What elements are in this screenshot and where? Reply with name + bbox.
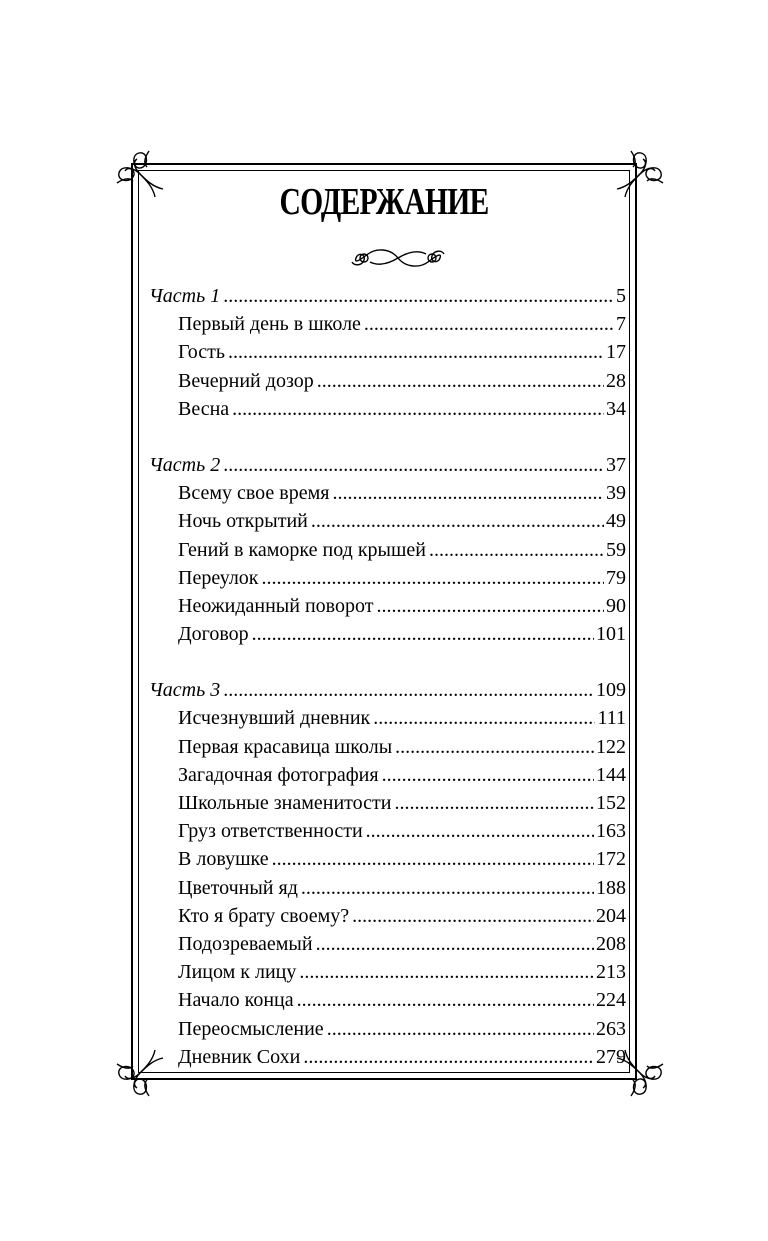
page-number: 188 (596, 876, 626, 899)
page-number: 152 (596, 792, 626, 814)
chapter-title: Ночь открытий (178, 510, 308, 533)
toc-chapter-entry[interactable] (149, 507, 626, 535)
toc-chapter-entry[interactable] (149, 733, 626, 761)
toc-chapter-entry[interactable] (149, 395, 626, 423)
chapter-title: Договор (178, 623, 249, 646)
page-number: 28 (606, 369, 626, 392)
dot-leader (316, 930, 594, 958)
page-number: 59 (606, 538, 626, 561)
dot-leader (223, 676, 594, 704)
chapter-title: Загадочная фотография (178, 763, 379, 786)
dot-leader (303, 1043, 594, 1071)
chapter-title: Дневник Сохи (178, 1045, 301, 1068)
chapter-title: Цветочный яд (178, 876, 298, 899)
dot-leader (299, 958, 594, 986)
page-number: 7 (616, 313, 626, 336)
chapter-title: Исчезнувший дневник (178, 707, 371, 730)
chapter-title: Школьные знаменитости (178, 792, 392, 814)
dot-leader (317, 367, 604, 395)
toc-chapter-entry[interactable] (149, 704, 626, 732)
dot-leader (252, 620, 594, 648)
page-number: 39 (606, 482, 626, 505)
toc-chapter-entry[interactable] (149, 1015, 626, 1043)
dot-leader (332, 479, 604, 507)
section-spacer (149, 423, 626, 451)
toc-chapter-entry[interactable] (149, 536, 626, 564)
page-number: 163 (596, 820, 626, 843)
page-number: 224 (596, 989, 626, 1012)
dot-leader (327, 1015, 594, 1043)
dot-leader (311, 507, 604, 535)
dot-leader (223, 451, 604, 479)
toc-part-entry[interactable] (149, 676, 626, 704)
chapter-title: Лицом к лицу (178, 961, 297, 984)
dot-leader (376, 592, 604, 620)
page-number: 122 (596, 735, 626, 758)
chapter-title: Подозреваемый (178, 932, 313, 955)
toc-chapter-entry[interactable] (149, 310, 626, 338)
dot-leader (297, 986, 594, 1014)
page-number: 101 (596, 623, 626, 646)
dot-leader (429, 536, 604, 564)
dot-leader (301, 874, 594, 902)
page-number: 37 (606, 453, 626, 476)
toc-chapter-entry[interactable] (149, 1043, 626, 1071)
chapter-title: Вечерний дозор (178, 369, 314, 392)
page-number: 172 (596, 848, 626, 871)
dot-leader (366, 817, 594, 845)
dot-leader (228, 338, 604, 366)
chapter-title: Неожиданный поворот (178, 594, 374, 617)
toc-chapter-entry[interactable] (149, 620, 626, 648)
dot-leader (352, 902, 594, 930)
page-number: 204 (596, 904, 626, 927)
table-of-contents (149, 282, 626, 1071)
toc-chapter-entry[interactable] (149, 902, 626, 930)
dot-leader (395, 733, 594, 761)
chapter-title: Весна (178, 397, 230, 420)
page-title: СОДЕРЖАНИЕ (279, 181, 489, 223)
toc-chapter-entry[interactable] (149, 958, 626, 986)
dot-leader (382, 761, 594, 789)
page-number: 5 (616, 285, 626, 307)
dot-leader (272, 845, 594, 873)
page-number: 213 (596, 961, 626, 984)
chapter-title: Начало конца (178, 989, 294, 1012)
toc-chapter-entry[interactable] (149, 564, 626, 592)
toc-chapter-entry[interactable] (149, 845, 626, 873)
flourish-divider-icon (350, 244, 446, 272)
page-number: 279 (596, 1045, 626, 1068)
page-number: 111 (597, 707, 626, 730)
part-title: Часть 1 (149, 285, 221, 307)
chapter-title: Груз ответственности (178, 820, 363, 843)
dot-leader (262, 564, 604, 592)
dot-leader (373, 704, 595, 732)
toc-chapter-entry[interactable] (149, 986, 626, 1014)
chapter-title: Всему свое время (178, 482, 330, 505)
chapter-title: Переулок (178, 566, 259, 589)
toc-chapter-entry[interactable] (149, 874, 626, 902)
toc-chapter-entry[interactable] (149, 930, 626, 958)
dot-leader (232, 395, 604, 423)
dot-leader (223, 282, 614, 310)
toc-chapter-entry[interactable] (149, 592, 626, 620)
part-title: Часть 3 (149, 679, 221, 702)
page-number: 79 (606, 566, 626, 589)
toc-chapter-entry[interactable] (149, 817, 626, 845)
section-spacer (149, 648, 626, 676)
chapter-title: Гость (178, 341, 226, 364)
chapter-title: Гений в каморке под крышей (178, 538, 426, 561)
toc-part-entry[interactable] (149, 282, 626, 310)
chapter-title: Переосмысление (178, 1017, 324, 1040)
toc-part-entry[interactable] (149, 451, 626, 479)
page-number: 49 (606, 510, 626, 533)
page-number: 90 (606, 594, 626, 617)
toc-chapter-entry[interactable] (149, 367, 626, 395)
page-number: 17 (606, 341, 626, 364)
page-number: 263 (596, 1017, 626, 1040)
chapter-title: Первая красавица школы (178, 735, 393, 758)
page-number: 208 (596, 932, 626, 955)
chapter-title: В ловушке (178, 848, 269, 871)
toc-chapter-entry[interactable] (149, 789, 626, 817)
page-number: 109 (596, 679, 626, 702)
page-number: 144 (596, 763, 626, 786)
toc-chapter-entry[interactable] (149, 479, 626, 507)
chapter-title: Первый день в школе (178, 313, 361, 336)
toc-chapter-entry[interactable] (149, 338, 626, 366)
part-title: Часть 2 (149, 453, 221, 476)
page-number: 34 (606, 397, 626, 420)
toc-chapter-entry[interactable] (149, 761, 626, 789)
dot-leader (394, 789, 594, 817)
dot-leader (364, 310, 614, 338)
chapter-title: Кто я брату своему? (178, 904, 350, 927)
